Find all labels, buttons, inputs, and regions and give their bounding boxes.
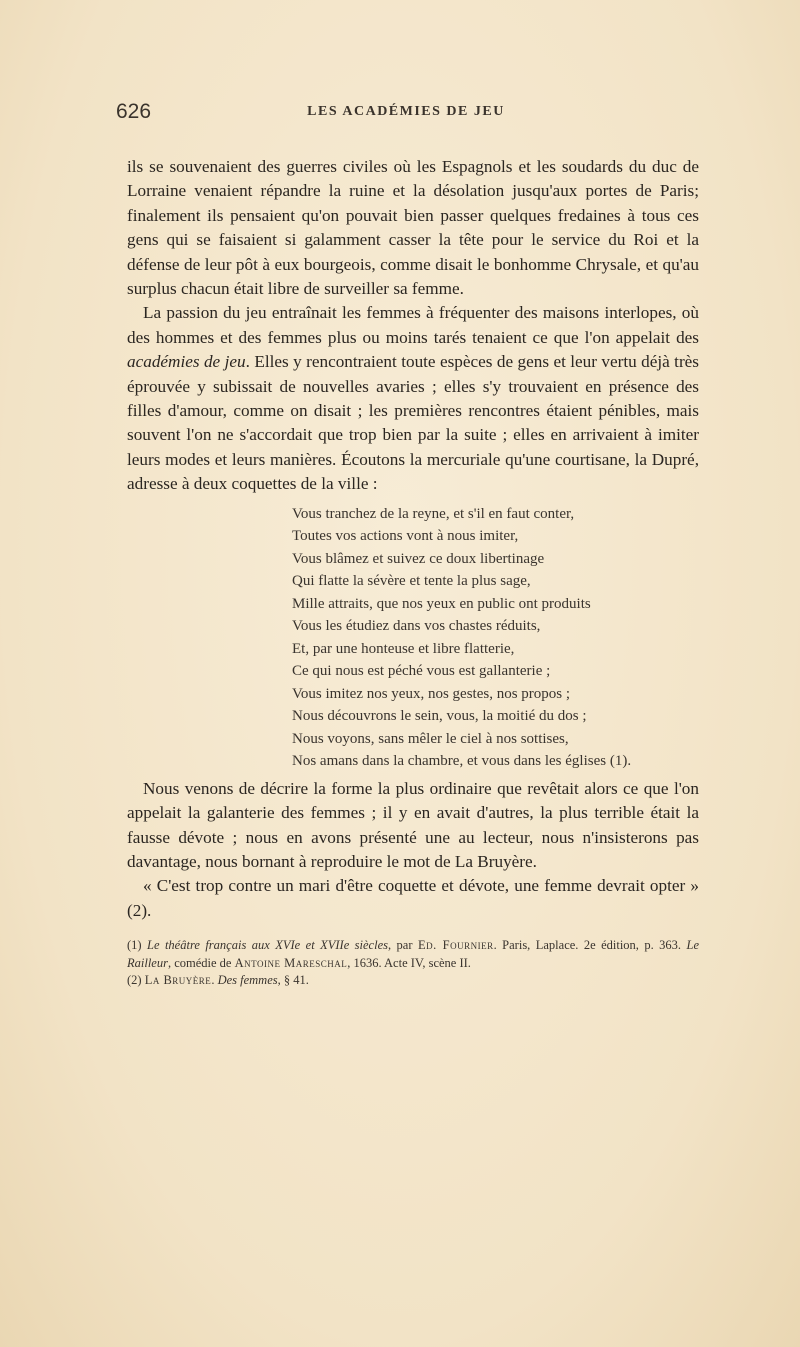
- footnote-1-title: Le théâtre français aux XVIe et XVIIe siècles: [147, 938, 388, 953]
- paragraph-1: ils se souvenaient des guerres civiles où les Espagnols et les soudards du duc de Lorraine venaient répandre la ruine et la désolation jusqu'aux portes de Paris; finalement ils pensaient qu'on pouvait bien passer quelques fredaines à tous ces gens qui se faisaient si galamment casser la tête pour le service du Roi et la défense de leur pôt à eux bourgeois, comme disait le bonhomme Chrysale, et qu'au surplus chacun était libre de surveiller sa femme.: [127, 157, 699, 299]
- paragraph-2-emphasis: académies de jeu: [127, 352, 246, 372]
- footnote-1-details: . Paris, Laplace. 2e édition, p. 363.: [493, 938, 687, 953]
- footnote-1-play: Le Railleur: [127, 938, 699, 970]
- paragraph-2-end: . Elles y rencontraient toute espèces de gens et leur vertu déjà très éprouvée y subissait de nouvelles avaries ; elles s'y trouvaient en présence des filles d'amour, comme on disait ; les premières rencontres étaient pénibles, mais souvent l'on ne s'accordait que trop bien par la suite ; elles en arrivaient à imiter leurs modes et leurs manières. Écoutons la mercuriale qu'une courtisane, la Dupré, adresse à deux coquettes de la ville :: [127, 352, 699, 494]
- footnote-1-author-2: Antoine Mareschal: [234, 955, 348, 970]
- footnote-2-author: La Bruyère: [144, 973, 212, 988]
- footnote-2: [127, 972, 699, 990]
- paragraph-2: [127, 301, 699, 496]
- poem-line: Vous blâmez et suivez ce doux libertinage: [292, 550, 545, 567]
- footnote-1-sep: , par: [388, 938, 418, 953]
- footnote-1: [127, 937, 699, 972]
- poem-line: Vous les étudiez dans vos chastes réduits,: [292, 618, 541, 635]
- footnote-2-title: Des femmes: [217, 973, 278, 988]
- poem-line: Nos amans dans la chambre, et vous dans les églises (1).: [292, 753, 632, 770]
- poem-line: Ce qui nous est péché vous est gallanterie ;: [292, 663, 551, 680]
- poem-line: Qui flatte la sévère et tente la plus sage,: [292, 573, 531, 590]
- poem-line: Vous tranchez de la reyne, et s'il en faut conter,: [292, 505, 575, 522]
- poem-line: Et, par une honteuse et libre flatterie,: [292, 640, 515, 657]
- footnotes: [127, 937, 699, 990]
- footnote-2-end: , § 41.: [277, 973, 309, 988]
- paragraph-3: Nous venons de décrire la forme la plus ordinaire que revêtait alors ce que l'on appelait la galanterie des femmes ; il y en avait d'autres, la plus terrible était la fausse dévote ; nous en avons présenté une au lecteur, nous n'insisterons pas davantage, nous bornant à reproduire le mot de La Bruyère.: [127, 778, 699, 871]
- footnote-1-details-2: , comédie de: [167, 955, 235, 970]
- footnote-1-author: Ed. Fournier: [417, 938, 494, 953]
- running-title: LES ACADÉMIES DE JEU: [307, 104, 505, 119]
- poem-line: Nous voyons, sans mêler le ciel à nos sottises,: [292, 730, 569, 747]
- poem-line: Vous imitez nos yeux, nos gestes, nos propos ;: [292, 685, 571, 702]
- poem-line: Toutes vos actions vont à nous imiter,: [292, 528, 519, 545]
- poem-line: Nous découvrons le sein, vous, la moitié du dos ;: [292, 708, 587, 725]
- poem-quote: [292, 503, 699, 773]
- paragraph-4: « C'est trop contre un mari d'être coquette et dévote, une femme devrait opter » (2).: [127, 876, 699, 920]
- footnote-2-sep: .: [211, 973, 218, 988]
- footnote-1-end: , 1636. Acte IV, scène II.: [347, 955, 471, 970]
- footnote-2-number: (2): [127, 973, 142, 988]
- body-text: [127, 155, 699, 990]
- page-number: 626: [116, 100, 152, 123]
- poem-line: Mille attraits, que nos yeux en public ont produits: [292, 595, 591, 612]
- page-header: [116, 100, 696, 130]
- footnote-1-number: (1): [127, 938, 142, 953]
- paragraph-2-start: La passion du jeu entraînait les femmes à fréquenter des maisons interlopes, où des hommes et des femmes plus ou moins tarés tenaient ce que l'on appelait des: [127, 303, 699, 347]
